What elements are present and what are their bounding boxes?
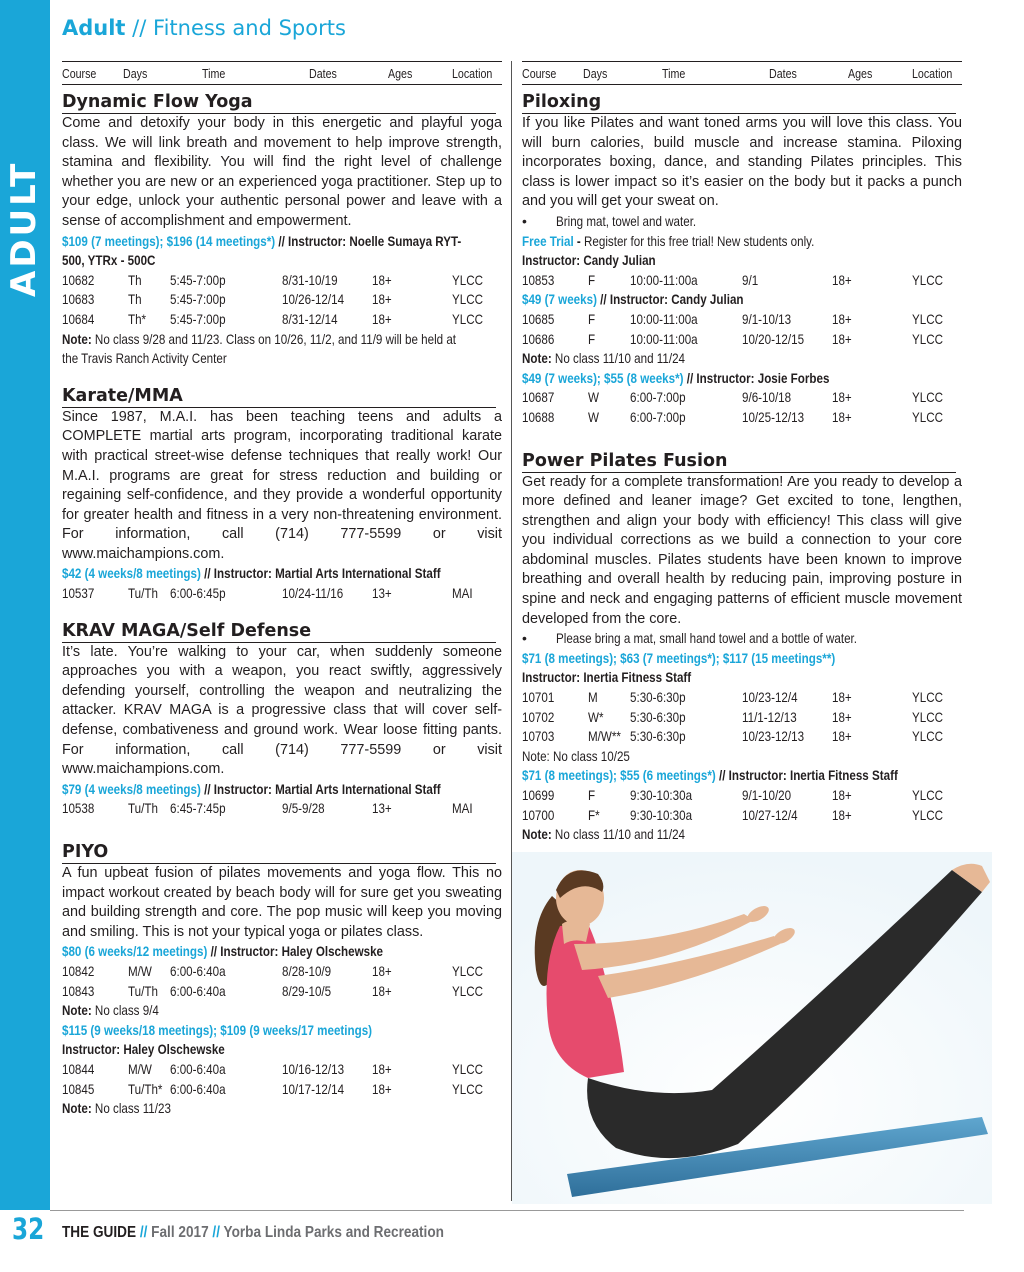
row-dates: 11/1-12/13	[742, 708, 797, 725]
table-row	[62, 584, 502, 604]
instructor: // Instructor: Inertia Fitness Staff	[715, 767, 898, 784]
price-line	[522, 290, 887, 310]
section-krav-maga	[62, 620, 502, 819]
row-course: 10700	[522, 806, 555, 823]
row-time: 6:00-7:00p	[630, 408, 686, 425]
row-location: YLCC	[912, 728, 944, 745]
row-time: 6:00-6:40a	[170, 982, 226, 999]
bullet-dot: •	[522, 630, 527, 647]
row-dates: 8/29-10/5	[282, 982, 332, 999]
bullet-text: Bring mat, towel and water.	[556, 212, 697, 229]
price: $71 (8 meetings); $63 (7 meetings*); $117 (15 meetings**)	[522, 649, 836, 666]
table-row	[62, 290, 502, 310]
col-location: Location	[912, 65, 953, 81]
row-ages: 18+	[832, 271, 852, 288]
row-course: 10688	[522, 408, 555, 425]
section-piloxing	[522, 91, 962, 428]
note	[62, 1001, 427, 1021]
page-number: 32	[12, 1212, 45, 1246]
section-piyo	[62, 841, 502, 1119]
note-label: Note:	[522, 350, 552, 367]
row-dates: 10/23-12/4	[742, 689, 798, 706]
price: $71 (8 meetings); $55 (6 meetings*)	[522, 767, 716, 784]
price: $49 (7 weeks); $55 (8 weeks*)	[522, 369, 684, 386]
row-ages: 18+	[832, 708, 852, 725]
schedule-rows	[62, 962, 502, 1001]
row-days: Tu/Th	[128, 585, 158, 602]
row-course: 10684	[62, 310, 95, 327]
note-text: No class 9/4	[91, 1002, 159, 1019]
left-column	[62, 61, 502, 1119]
price-line	[62, 942, 427, 962]
row-days: M/W	[128, 1060, 152, 1077]
row-course: 10687	[522, 389, 555, 406]
table-row	[62, 962, 502, 982]
instructor-cont: 500, YTRx - 500C	[62, 252, 156, 269]
col-time: Time	[662, 65, 686, 81]
row-dates: 10/27-12/4	[742, 806, 798, 823]
table-row	[62, 271, 502, 291]
row-dates: 9/6-10/18	[742, 389, 792, 406]
schedule-rows	[522, 388, 962, 427]
row-ages: 18+	[372, 962, 392, 979]
row-days: M/W	[128, 962, 152, 979]
row-days: Tu/Th*	[128, 1080, 163, 1097]
row-time: 5:30-6:30p	[630, 728, 686, 745]
table-row	[522, 330, 962, 350]
row-location: YLCC	[912, 787, 944, 803]
section-title: Piloxing	[522, 91, 956, 114]
row-course: 10842	[62, 962, 95, 979]
section-dynamic-flow-yoga	[62, 91, 502, 369]
footer-rule	[50, 1210, 964, 1211]
row-days: Tu/Th	[128, 982, 158, 999]
header-category: Adult	[62, 16, 126, 40]
row-ages: 18+	[832, 330, 852, 347]
col-time: Time	[202, 65, 226, 81]
instructor: // Instructor: Martial Arts International Staff	[200, 780, 441, 797]
row-location: MAI	[452, 800, 473, 817]
row-time: 5:45-7:00p	[170, 271, 226, 288]
price: $79 (4 weeks/8 meetings)	[62, 780, 201, 797]
row-dates: 9/5-9/28	[282, 800, 325, 817]
price-line	[62, 232, 462, 252]
footer-season: Fall 2017	[151, 1224, 209, 1241]
table-row	[62, 310, 502, 330]
header-separator: //	[132, 16, 147, 40]
row-days: Tu/Th	[128, 800, 158, 817]
section-title: KRAV MAGA/Self Defense	[62, 620, 496, 643]
row-course: 10683	[62, 291, 95, 308]
section-description: Get ready for a complete transformation! Are you ready to develop a more defined and leaner image? Get excited to tone, lengthen, strengthen and align your body with efficiency! This class will give you individual corrections as we build a connection to your core abdominal muscles. Pilates students have been known to improve breathing and overall health by reducing pain, improving posture in spine and neck and engaging patterns of efficient muscle movement developed from the core.	[522, 473, 962, 627]
note	[62, 330, 457, 350]
section-title: PIYO	[62, 841, 496, 864]
row-dates: 10/24-11/16	[282, 585, 344, 602]
bullet-item	[522, 629, 962, 649]
row-ages: 18+	[832, 689, 852, 706]
row-ages: 18+	[372, 982, 392, 999]
row-time: 6:00-6:40a	[170, 962, 226, 979]
row-course: 10682	[62, 271, 95, 288]
col-dates: Dates	[769, 65, 797, 81]
free-trial-line	[522, 232, 887, 252]
row-ages: 18+	[832, 310, 852, 327]
row-dates: 9/1-10/20	[742, 787, 792, 803]
row-time: 5:30-6:30p	[630, 708, 686, 725]
row-location: YLCC	[452, 982, 484, 999]
note-text: No class 11/10 and 11/24	[551, 350, 685, 367]
row-days: W	[588, 389, 599, 406]
row-ages: 13+	[372, 800, 392, 817]
row-course: 10699	[522, 787, 555, 803]
col-days: Days	[583, 65, 608, 81]
note-label: Note:	[62, 330, 92, 347]
row-location: YLCC	[452, 310, 484, 327]
instructor: // Instructor: Candy Julian	[596, 291, 744, 308]
row-course: 10537	[62, 585, 95, 602]
row-dates: 10/25-12/13	[742, 408, 805, 425]
column-header	[522, 61, 962, 85]
bullet-item	[522, 212, 962, 232]
table-row	[522, 388, 962, 408]
row-days: W	[588, 408, 599, 425]
row-location: YLCC	[912, 271, 944, 288]
schedule-rows	[62, 584, 502, 604]
footer-sep: //	[208, 1224, 224, 1241]
row-time: 10:00-11:00a	[630, 330, 698, 347]
table-row	[522, 786, 962, 806]
row-location: YLCC	[912, 408, 944, 425]
col-dates: Dates	[309, 65, 337, 81]
row-location: YLCC	[452, 291, 484, 308]
section-title: Power Pilates Fusion	[522, 450, 956, 473]
row-course: 10853	[522, 271, 555, 288]
row-location: YLCC	[912, 689, 944, 706]
table-row	[62, 982, 502, 1002]
footer	[62, 1224, 444, 1242]
table-row	[62, 799, 502, 819]
col-location: Location	[452, 65, 493, 81]
section-karate-mma	[62, 385, 502, 604]
table-row	[522, 688, 962, 708]
row-ages: 18+	[832, 806, 852, 823]
row-time: 6:45-7:45p	[170, 800, 226, 817]
row-time: 9:30-10:30a	[630, 787, 693, 803]
row-time: 10:00-11:00a	[630, 271, 698, 288]
row-time: 5:30-6:30p	[630, 689, 686, 706]
price-line	[522, 766, 898, 786]
row-ages: 18+	[372, 1080, 392, 1097]
price: $109 (7 meetings); $196 (14 meetings*)	[62, 232, 276, 249]
row-time: 10:00-11:00a	[630, 310, 698, 327]
row-ages: 18+	[372, 1060, 392, 1077]
note: Note: No class 10/25	[522, 747, 630, 764]
row-course: 10703	[522, 728, 555, 745]
row-course: 10702	[522, 708, 555, 725]
row-ages: 18+	[832, 728, 852, 745]
schedule-rows	[522, 688, 962, 747]
footer-sep: //	[136, 1224, 152, 1241]
row-ages: 18+	[372, 291, 392, 308]
price-line	[62, 780, 441, 800]
col-ages: Ages	[848, 65, 873, 81]
schedule-rows	[522, 786, 962, 825]
instructor: Instructor: Candy Julian	[522, 252, 656, 269]
section-description: Since 1987, M.A.I. has been teaching teens and adults a COMPLETE martial arts program, incorporating traditional karate with practical street-wise defense techniques that really work! Our M.A.I. programs are great for stress reduction and building or regaining self-confidence, and they provide a wonderful opportunity for greater health and fitness in a very non-threatening environment. For information, call (714) 777-5599 or visit www.maichampions.com.	[62, 408, 502, 562]
note-cont: the Travis Ranch Activity Center	[62, 350, 227, 367]
free-trial-text: Register for this free trial! New students only.	[584, 232, 815, 249]
row-days: F	[588, 271, 596, 288]
row-ages: 18+	[832, 787, 852, 803]
col-course: Course	[522, 65, 557, 81]
schedule-rows	[62, 799, 502, 819]
row-time: 6:00-6:45p	[170, 585, 226, 602]
bullet-text: Please bring a mat, small hand towel and a bottle of water.	[556, 630, 858, 647]
note-text: No class 11/10 and 11/24	[551, 826, 685, 843]
table-row	[62, 1080, 502, 1100]
row-dates: 9/1-10/13	[742, 310, 792, 327]
price-line	[62, 564, 441, 584]
right-column	[522, 61, 962, 845]
row-dates: 10/16-12/13	[282, 1060, 345, 1077]
pilates-illustration	[512, 852, 992, 1204]
section-power-pilates-fusion	[522, 450, 962, 845]
schedule-rows	[522, 310, 962, 349]
price: $115 (9 weeks/18 meetings); $109 (9 weeks/17 meetings)	[62, 1021, 373, 1038]
row-course: 10538	[62, 800, 95, 817]
row-dates: 10/26-12/14	[282, 291, 345, 308]
row-course: 10844	[62, 1060, 95, 1077]
schedule-rows	[62, 1060, 502, 1099]
row-ages: 18+	[832, 389, 852, 406]
free-trial-label: Free Trial	[522, 232, 574, 249]
row-dates: 8/31-10/19	[282, 271, 338, 288]
row-days: Th	[128, 271, 142, 288]
row-course: 10843	[62, 982, 95, 999]
note	[522, 825, 887, 845]
free-trial-sep: -	[573, 232, 585, 249]
price: $42 (4 weeks/8 meetings)	[62, 565, 201, 582]
row-location: YLCC	[452, 1060, 484, 1077]
note-label: Note:	[522, 826, 552, 843]
instructor: // Instructor: Josie Forbes	[683, 369, 830, 386]
table-row	[522, 271, 962, 291]
row-location: YLCC	[452, 271, 484, 288]
section-title: Dynamic Flow Yoga	[62, 91, 496, 114]
row-days: F*	[588, 806, 600, 823]
row-time: 9:30-10:30a	[630, 806, 693, 823]
col-days: Days	[123, 65, 148, 81]
row-course: 10845	[62, 1080, 95, 1097]
row-location: YLCC	[912, 330, 944, 347]
column-header	[62, 61, 502, 85]
table-row	[522, 708, 962, 728]
note	[62, 1099, 427, 1119]
row-course: 10685	[522, 310, 555, 327]
instructor: // Instructor: Haley Olschewske	[207, 943, 384, 960]
header-subcategory: Fitness and Sports	[153, 16, 346, 40]
row-days: F	[588, 310, 596, 327]
table-row	[522, 310, 962, 330]
row-dates: 10/17-12/14	[282, 1080, 345, 1097]
price: $80 (6 weeks/12 meetings)	[62, 943, 208, 960]
row-location: YLCC	[452, 1080, 484, 1097]
row-time: 5:45-7:00p	[170, 291, 226, 308]
row-location: YLCC	[452, 962, 484, 979]
pilates-photo	[512, 852, 992, 1204]
page-header	[62, 16, 346, 40]
table-row	[522, 408, 962, 428]
row-time: 5:45-7:00p	[170, 310, 226, 327]
price-line	[522, 369, 887, 389]
row-dates: 8/28-10/9	[282, 962, 332, 979]
row-days: M/W**	[588, 728, 621, 745]
row-ages: 18+	[832, 408, 852, 425]
row-course: 10701	[522, 689, 555, 706]
row-location: YLCC	[912, 389, 944, 406]
row-location: YLCC	[912, 708, 944, 725]
row-days: F	[588, 330, 596, 347]
price: $49 (7 weeks)	[522, 291, 597, 308]
note-label: Note:	[62, 1100, 92, 1117]
sidebar-band	[0, 0, 50, 1210]
row-location: YLCC	[912, 310, 944, 327]
col-ages: Ages	[388, 65, 413, 81]
row-time: 6:00-6:40a	[170, 1060, 226, 1077]
row-days: F	[588, 787, 596, 803]
table-row	[522, 806, 962, 826]
schedule-rows	[62, 271, 502, 330]
row-location: MAI	[452, 585, 473, 602]
instructor: Instructor: Haley Olschewske	[62, 1041, 225, 1058]
section-description: Come and detoxify your body in this energetic and playful yoga class. We will link breath and movement to help improve strength, stamina and flexibility. You will find the right level of challenge whether you are new or an experienced yoga practitioner. Step up to your edge, unlock your authentic personal power and leave with a sense of accomplishment and empowerment.	[62, 115, 502, 229]
row-days: Th*	[128, 310, 147, 327]
footer-guide: THE GUIDE	[62, 1224, 137, 1241]
footer-org: Yorba Linda Parks and Recreation	[223, 1224, 444, 1241]
instructor: // Instructor: Noelle Sumaya RYT-	[275, 232, 462, 249]
instructor: // Instructor: Martial Arts International Staff	[200, 565, 441, 582]
section-description: It’s late. You’re walking to your car, when suddenly someone approaches you with a weapon, you react swiftly, aggressively defending yourself, controlling the weapon and neutralizing the attacker. KRAV MAGA is a progressive class that will cover self-defense, combativeness and ground work. Wear loose fitting pants. For information, call (714) 777-5599 or visit www.maichampions.com.	[62, 643, 502, 778]
row-days: W*	[588, 708, 604, 725]
note-text: No class 11/23	[91, 1100, 171, 1117]
row-days: Th	[128, 291, 142, 308]
row-ages: 13+	[372, 585, 392, 602]
row-ages: 18+	[372, 310, 392, 327]
bullet-dot: •	[522, 212, 527, 229]
note-text: No class 9/28 and 11/23. Class on 10/26, 11/2, and 11/9 will be held at	[91, 330, 457, 347]
section-title: Karate/MMA	[62, 385, 496, 408]
note	[522, 349, 887, 369]
row-dates: 10/20-12/15	[742, 330, 805, 347]
table-row	[522, 727, 962, 747]
instructor: Instructor: Inertia Fitness Staff	[522, 669, 692, 686]
section-description: A fun upbeat fusion of pilates movements and yoga flow. This no impact workout created by beach body will for sure get you sweating and building strength and core. The pop music will keep you moving and smiling. This is not your typical yoga or pilates class.	[62, 865, 502, 940]
row-time: 6:00-7:00p	[630, 389, 686, 406]
row-dates: 10/23-12/13	[742, 728, 805, 745]
row-location: YLCC	[912, 806, 944, 823]
col-course: Course	[62, 65, 97, 81]
note-label: Note:	[62, 1002, 92, 1019]
sidebar-label: ADULT	[4, 160, 44, 297]
row-ages: 18+	[372, 271, 392, 288]
row-time: 6:00-6:40a	[170, 1080, 226, 1097]
section-description: If you like Pilates and want toned arms you will love this class. You will burn calories, build muscle and increase stamina. Piloxing incorporates boxing, dance, and standing Pilates principles. This class is lower impact so it’s easier on the body but it packs a punch and you will get your sweat on.	[522, 115, 962, 210]
row-days: M	[588, 689, 598, 706]
row-course: 10686	[522, 330, 555, 347]
schedule-rows	[522, 271, 962, 291]
row-dates: 9/1	[742, 271, 759, 288]
table-row	[62, 1060, 502, 1080]
row-dates: 8/31-12/14	[282, 310, 338, 327]
